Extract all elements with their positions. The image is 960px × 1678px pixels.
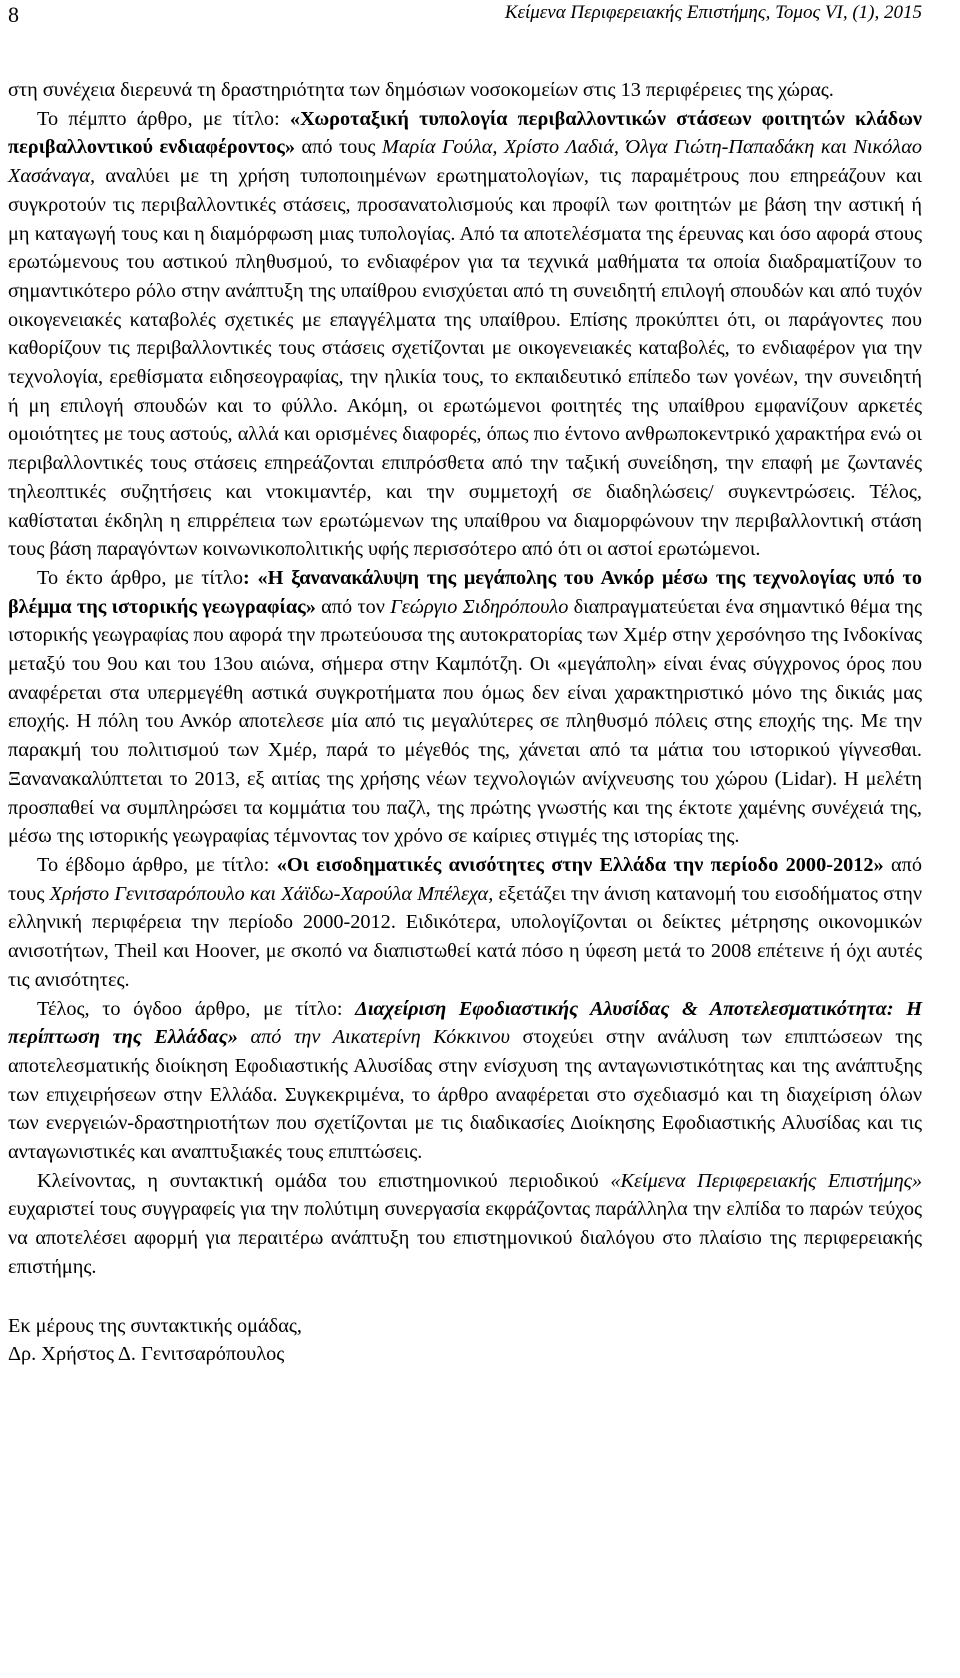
paragraph-sixth-article <box>8 564 922 851</box>
page-number: 8 <box>8 2 19 27</box>
journal-running-head: Κείμενα Περιφερειακής Επιστήμης, Τομος VI, (1), 2015 <box>504 2 922 23</box>
article-author: Γεώργιο Σιδηρόπουλο <box>390 595 569 618</box>
article-authors: Μαρία Γούλα, Χρίστο Λαδιά, Όλγα Γιώτη-Παπαδάκη και Νικόλαο Χασάναγα, <box>8 136 923 188</box>
article-author: Αικατερίνη Κόκκινου <box>332 1026 510 1049</box>
paragraph-text: διαπραγματεύεται ένα σημαντικό θέμα της ιστορικής γεωγραφίας που αφορά την πρωτεύουσα της αυτοκρατορίας των Χμέρ στην χερσόνησο της Ινδοκίνας μεταξύ του 9ου και του 13ου αιώνα, σήμερα στην Καμπότζη. Οι «μεγάπολη» είναι ένας σύγχρονος όρος που αναφέρεται στα υπερμεγέθη αστικά συγκροτήματα που όμως δεν είναι χαρακτηριστικό μόνο της δικιάς μας εποχής. Η πόλη του Ανκόρ αποτελεσε μία από τις μεγαλύτερες σε πληθυσμό πόλεις στης εποχής της. Με την παρακμή του πολιτισμού των Χμέρ, παρά το μέγεθός της, χάνεται από τα μάτια του ιστορικού γίγνεσθαι. Ξανανακαλύπτεται το 2013, εξ αιτίας της χρήσης νέων τεχνολογιών ανίχνευσης του χώρου (Lidar). Η μελέτη προσπαθεί να συμπληρώσει τα κομμάτια του παζλ, της πρώτης γνωστής και της έκτοτε χαμένης συνέχειά της, μέσω της ιστορικής γεωγραφίας τέμνοντας τον χρόνο σε καίριες στιγμές της ιστορίας της. <box>8 595 922 848</box>
paragraph-eighth-article <box>8 995 922 1167</box>
paragraph-text: αναλύει με τη χρήση τυποποιημένων ερωτηματολογίων, τις παραμέτρους που επηρεάζουν και συγκροτούν τις περιβαλλοντικές στάσεις, προσανατολισμούς και προφίλ των φοιτητών με βάση την αστική ή μη καταγωγή τους και η διαμόρφωση μιας τυπολογίας. Από τα αποτελέσματα της έρευνας και όσο αφορά στους ερωτώμενους του αστικού πληθυσμού, το ενδιαφέρον για τα τεχνικά μαθήματα τα οποία διαδραματίζουν το σημαντικότερο ρόλο στην ανάπτυξη της υπαίθρου ενισχύεται από τη συνειδητή επιλογή σπουδών και από τυχόν οικογενειακές καταβολές σχετικές με επαγγέλματα της υπαίθρου. Επίσης προκύπτει ότι, οι παράγοντες που καθορίζουν τις περιβαλλοντικές τους στάσεις σχετίζονται με οικογενειακές καταβολές, το ενδιαφέρον για την τεχνολογία, ερεθίσματα ειδησεογραφίας, την ηλικία τους, το εκπαιδευτικό επίπεδο των γονέων, την συνειδητή ή μη επιλογή σπουδών και το φύλλο. Ακόμη, οι ερωτώμενοι φοιτητές της υπαίθρου εμφανίζουν αρκετές ομοιότητες με τους αστούς, αλλά και ορισμένες διαφορές, όπως πιο έντονο ανθρωποκεντρικό χαρακτήρα ενώ οι περιβαλλοντικές τους στάσεις επηρεάζονται επιπρόσθετα από την ταξική συνείδηση, την επαφή με ζωντανές τηλεοπτικές συζητήσεις και ντοκιμαντέρ, και την συμμετοχή σε διαδηλώσεις/ συγκεντρώσεις. Τέλος, καθίσταται έκδηλη η επιρρέπεια των ερωτώμενων της υπαίθρου να διαμορφώνουν την περιβαλλοντική στάση τους βάση παραγόντων κοινωνικοπολιτικής υφής περισσότερο από ότι οι αστοί ερωτώμενοι. <box>8 165 922 561</box>
article-body <box>8 76 922 1369</box>
paragraph-text: από τους <box>8 853 922 905</box>
signature-name: Δρ. Χρήστος Δ. Γενιτσαρόπουλος <box>8 1343 285 1366</box>
page-header <box>8 0 922 30</box>
paragraph-text: Το πέμπτο άρθρο, με τίτλο: <box>37 107 290 130</box>
signature-line: Εκ μέρους της συντακτικής ομάδας, <box>8 1314 302 1337</box>
signature-block <box>8 1312 922 1369</box>
paragraph-text: από τον <box>315 595 391 618</box>
article-title: : «Η ξανανακάλυψη της μεγάπολης του Ανκόρ μέσω της τεχνολογίας υπό το βλέμμα της ιστορικής γεωγραφίας» <box>8 566 922 618</box>
paragraph-text: στοχεύει στην ανάλυση των επιπτώσεων της αποτελεσματικής διοίκηση Εφοδιαστικής Αλυσίδας στην ενίσχυση της ανταγωνιστικότητας και της ανάπτυξης των επιχειρήσεων στην Ελλάδα. Συγκεκριμένα, το άρθρο αναφέρεται στο σχεδιασμό και τη διαχείριση όλων των ενεργειών-δραστηριοτήτων που σχετίζονται με τις διαδικασίες Διοίκησης Εφοδιαστικής Αλυσίδας και τις ανταγωνιστικές και αναπτυξιακές τους επιπτώσεις. <box>8 1026 922 1164</box>
paragraph-text: ευχαριστεί τους συγγραφείς για την πολύτιμη συνεργασία εκφράζοντας παράλληλα την ελπίδα το παρών τεύχος να αποτελέσει αφορμή για περαιτέρω ανάπτυξη του επιστημονικού διαλόγου στο πλαίσιο της περιφερειακής επιστήμης. <box>8 1198 922 1278</box>
article-authors: Χρήστο Γενιτσαρόπουλο και Χάϊδω-Χαρούλα Μπέλεχα, <box>49 882 494 905</box>
article-title: «Χωροταξική τυπολογία περιβαλλοντικών στάσεων φοιτητών κλάδων περιβαλλοντικού ενδιαφέροντος» <box>8 107 922 159</box>
paragraph-intro-continuation <box>8 76 922 105</box>
paragraph-text: από την <box>237 1026 333 1049</box>
article-title: «Οι εισοδηματικές ανισότητες στην Ελλάδα την περίοδο 2000-2012» <box>276 853 884 876</box>
paragraph-fifth-article <box>8 105 922 564</box>
paragraph-text: στη συνέχεια διερευνά τη δραστηριότητα των δημόσιων νοσοκομείων στις 13 περιφέρειες της χώρας. <box>8 79 834 101</box>
paragraph-text: Κλείνοντας, η συντακτική ομάδα του επιστημονικού περιοδικού <box>37 1169 611 1192</box>
journal-name: «Κείμενα Περιφερειακής Επιστήμης» <box>610 1169 922 1192</box>
paragraph-text: εξετάζει την άνιση κατανομή του εισοδήματος στην ελληνική περιφέρεια την περίοδο 2000-2012. Ειδικότερα, υπολογίζονται οι δείκτες μέτρησης οικονομικών ανισοτήτων, Theil και Hoover, με σκοπό να διαπιστωθεί κατά πόσο η ύφεση μετά το 2008 επέτεινε ή όχι αυτές τις ανισότητες. <box>8 882 923 991</box>
article-title: Διαχείριση Εφοδιαστικής Αλυσίδας & Αποτελεσματικότητα: Η περίπτωση της Ελλάδας» <box>8 997 922 1049</box>
paragraph-closing <box>8 1167 922 1282</box>
paragraph-text: από τους <box>294 136 382 159</box>
paragraph-seventh-article <box>8 851 922 995</box>
paragraph-text: Το έβδομο άρθρο, με τίτλο: <box>37 853 277 876</box>
paragraph-text: Το έκτο άρθρο, με τίτλο <box>37 566 243 589</box>
paragraph-text: Τέλος, το όγδοο άρθρο, με τίτλο: <box>37 997 356 1020</box>
